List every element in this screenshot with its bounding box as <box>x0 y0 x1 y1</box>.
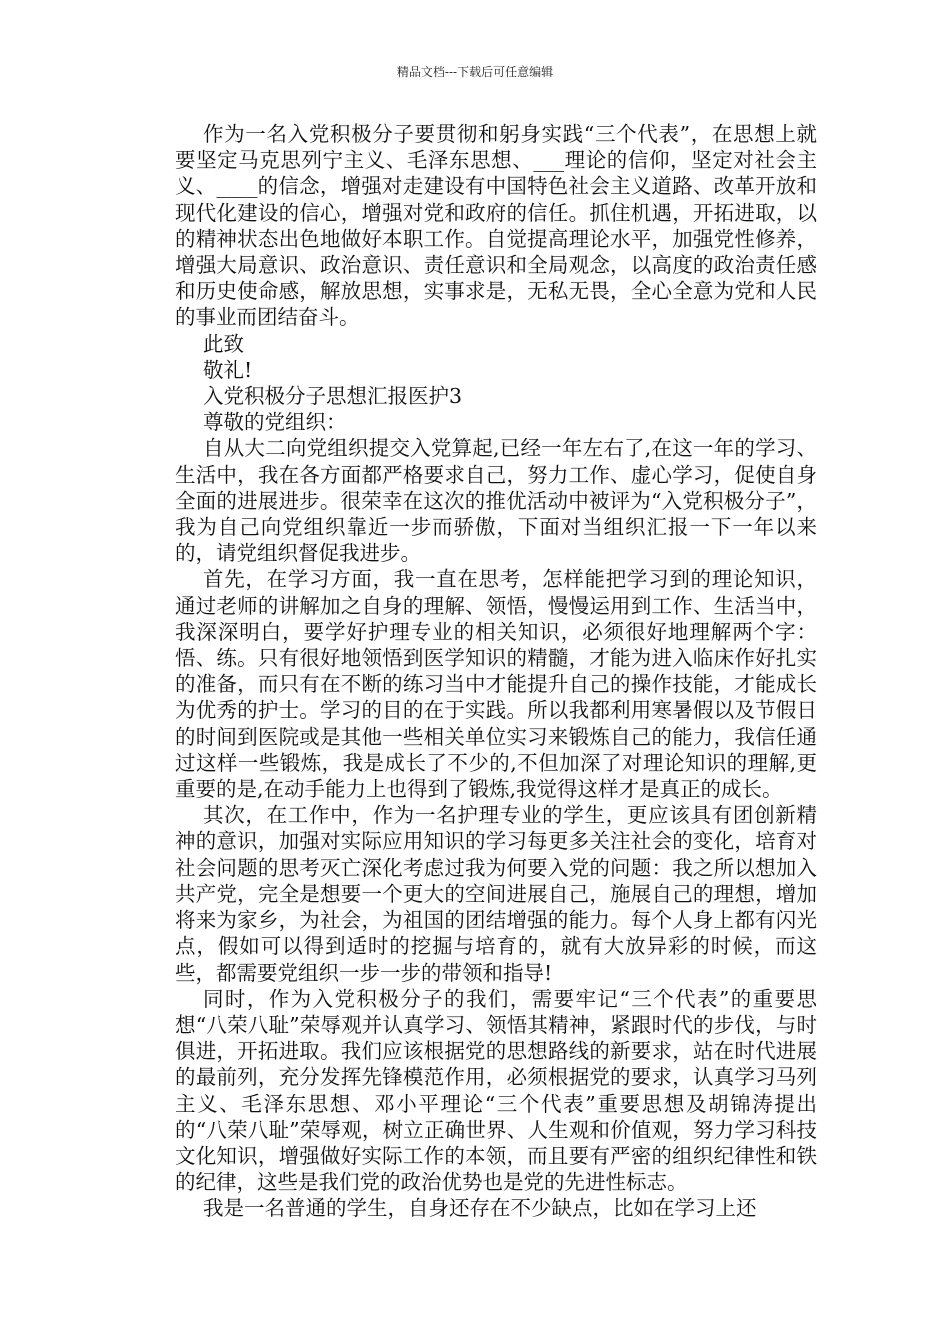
paragraph-intro: 作为一名入党积极分子要贯彻和躬身实践“三个代表”，在思想上就要坚定马克思列宁主义、毛泽东思想、___理论的信仰，坚定对社会主义、____的信念，增强对走建设有中国特色社会主义道路、改革开放和现代化建设的信心，增强对党和政府的信任。抓住机遇，开拓进取，以的精神状态出色地做好本职工作。自觉提高理论水平，加强党性修养，增强大局意识、政治意识、责任意识和全局观念，以高度的政治责任感和历史使命感，解放思想，实事求是，无私无畏，全心全意为党和人民的事业而团结奋斗。 <box>175 122 817 330</box>
paragraph-work: 其次，在工作中，作为一名护理专业的学生，更应该具有团创新精神的意识，加强对实际应用知识的学习每更多关注社会的变化，培育对社会问题的思考灭亡深化考虑过我为何要入党的问题：我之所以想加入共产党，完全是想要一个更大的空间进展自己，施展自己的理想，增加将来为家乡，为社会，为祖国的团结增强的能力。每个人身上都有闪光点，假如可以得到适时的挖掘与培育的，就有大放异彩的时候，而这些，都需要党组织一步一步的带领和指导! <box>175 803 817 985</box>
page-header: 精品文档---下载后可任意编辑 <box>396 65 554 79</box>
paragraph-shortcomings: 我是一名普通的学生，自身还存在不少缺点，比如在学习上还 <box>203 1196 757 1221</box>
paragraph-study: 首先，在学习方面，我一直在思考，怎样能把学习到的理论知识，通过老师的讲解加之自身的理解、领悟，慢慢运用到工作、生活当中，我深深明白，要学好护理专业的相关知识，必须很好地理解两个字：悟、练。只有很好地领悟到医学知识的精髓，才能为进入临床作好扎实的准备，而只有在不断的练习当中才能提升自己的操作技能，才能成长为优秀的护士。学习的目的在于实践。所以我都利用寒暑假以及节假日的时间到医院或是其他一些相关单位实习来锻炼自己的能力，我信任通过这样一些锻炼，我是成长了不少的,不但加深了对理论知识的理解,更重要的是,在动手能力上也得到了锻炼,我觉得这样才是真正的成长。 <box>175 567 817 802</box>
document-body <box>175 121 817 1222</box>
closing-salutation: 此致 <box>203 331 244 356</box>
letter-greeting: 尊敬的党组织： <box>203 410 347 435</box>
paragraph-opening: 自从大二向党组织提交入党算起,已经一年左右了,在这一年的学习、生活中，我在各方面都严格要求自己，努力工作、虚心学习，促使自身全面的进展进步。很荣幸在这次的推优活动中被评为“入党积极分子”，我为自己向党组织靠近一步而骄傲，下面对当组织汇报一下一年以来的，请党组织督促我进步。 <box>175 436 817 566</box>
paragraph-ideals: 同时，作为入党积极分子的我们，需要牢记“三个代表”的重要思想“八荣八耻”荣辱观并认真学习、领悟其精神，紧跟时代的步伐，与时俱进，开拓进取。我们应该根据党的思想路线的新要求，站在时代进展的最前列，充分发挥先锋模范作用，必须根据党的要求，认真学习马列主义、毛泽东思想、邓小平理论“三个代表”重要思想及胡锦涛提出的“八荣八耻”荣辱观，树立正确世界、人生观和价值观，努力学习科技文化知识，增强做好实际工作的本领，而且要有严密的组织纪律性和铁的纪律，这些是我们党的政治优势也是党的先进性标志。 <box>175 986 817 1195</box>
section-title: 入党积极分子思想汇报医护3 <box>203 384 463 409</box>
closing-regards: 敬礼! <box>203 357 253 382</box>
